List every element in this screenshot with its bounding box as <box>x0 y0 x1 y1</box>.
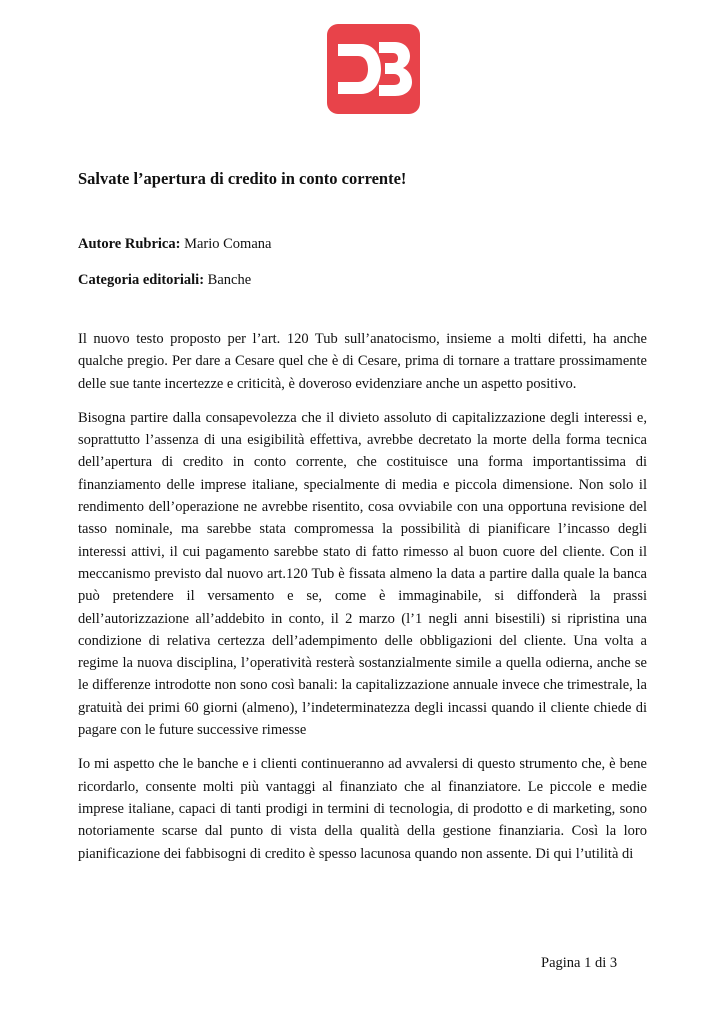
author-label: Autore Rubrica: <box>78 236 181 252</box>
page-number: Pagina 1 di 3 <box>541 955 618 971</box>
category-value: Banche <box>207 272 252 288</box>
paragraph-2: Bisogna partire dalla consapevolezza che il divieto assoluto di capitalizzazione degli interessi e, soprattutto l’assenza di una esigibilità effettiva, avrebbe decretato la morte della forma tecnica dell’apertura di credito in conto corrente, che costituisce una forma importantissima di finanziamento delle imprese italiane, specialmente di media e piccola dimensione. Non solo il rendimento dell’operazione ne avrebbe risentito, cosa ovviabile con una opportuna revisione del tasso nominale, ma sarebbe stata compromessa la possibilità di pianificare l’incasso degli interessi attivi, il cui pagamento sarebbe stato di fatto rimesso al buon cuore del cliente. Con il meccanismo previsto dal nuovo art.120 Tub è fissata almeno la data a partire dalla quale la banca può pretendere il versamento e se, come è immaginabile, si diffonderà la prassi dell’autorizzazione all’addebito in conto, il 2 marzo (l’1 negli anni bisestili) si ripristina una condizione di relativa certezza dell’adempimento delle obbligazioni del cliente. Una volta a regime la nuova disciplina, l’operatività resterà sostanzialmente simile a quella odierna, anche se le differenze introdotte non sono così banali: la capitalizzazione annuale invece che trimestrale, la gratuità dei primi 60 giorni (almeno), l’indeterminatezza degli incassi quando il cliente chiede di pagare con le future successive rimesse <box>78 409 647 739</box>
article-body <box>78 328 647 877</box>
article-title: Salvate l’apertura di credito in conto corrente! <box>78 169 407 188</box>
category-line <box>78 272 251 289</box>
db-logo-mark <box>327 24 420 114</box>
category-label: Categoria editoriali: <box>78 272 205 288</box>
author-value: Mario Comana <box>184 236 272 252</box>
paragraph-3: Io mi aspetto che le banche e i clienti continueranno ad avvalersi di questo strumento che, è bene ricordarlo, consente molti più vantaggi al finanziato che al finanziatore. Le piccole e medie imprese italiane, capaci di tanti prodigi in termini di tecnologia, di prodotto e di marketing, sono notoriamente scarse dal punto di vista della qualità della gestione finanziaria. Così la loro pianificazione dei fabbisogni di credito è spesso lacunosa quando non assente. Di qui l’utilità di <box>78 756 647 862</box>
db-logo <box>327 24 420 114</box>
paragraph-1: Il nuovo testo proposto per l’art. 120 Tub sull’anatocismo, insieme a molti difetti, ha anche qualche pregio. Per dare a Cesare quel che è di Cesare, prima di tornare a trattare prossimamente delle sue tante incertezze e criticità, è doveroso evidenziare anche un aspetto positivo. <box>78 331 647 392</box>
author-line <box>78 236 271 253</box>
